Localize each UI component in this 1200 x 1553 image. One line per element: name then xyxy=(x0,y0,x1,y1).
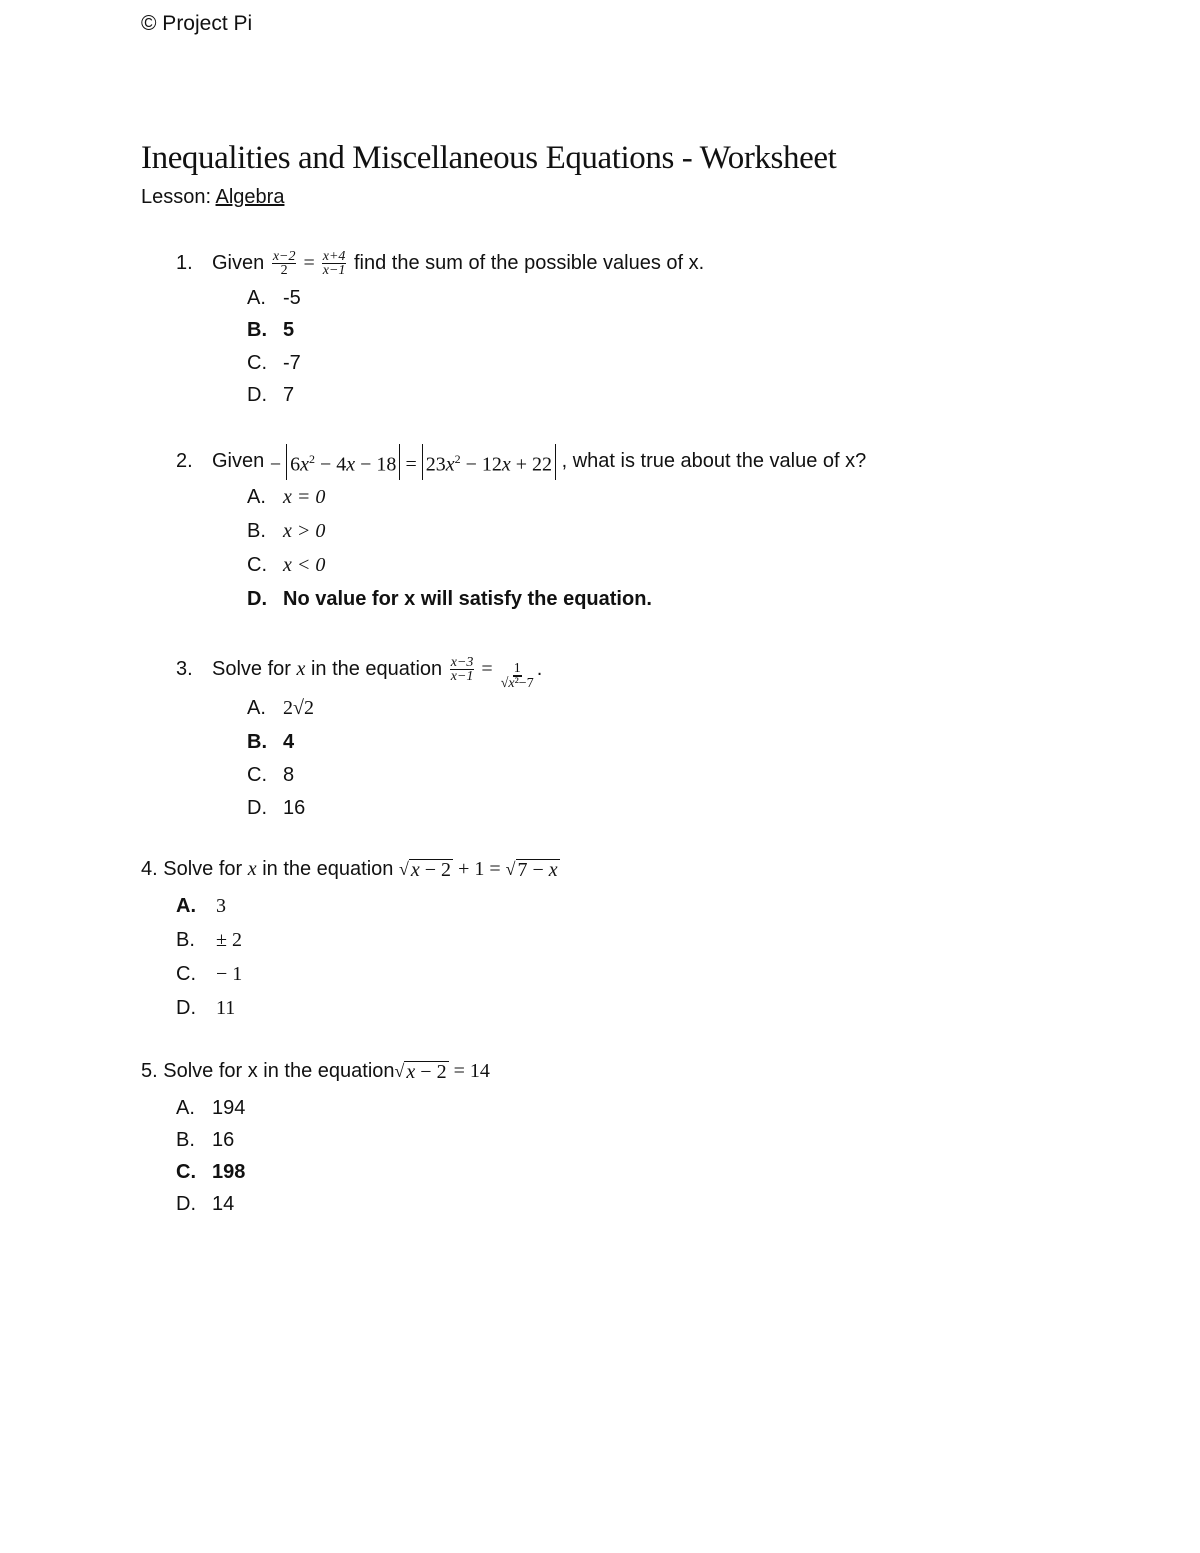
option-4c[interactable]: C. − 1 xyxy=(176,963,243,985)
question-number: 1. xyxy=(176,252,193,274)
question-prefix: Solve for xyxy=(163,858,243,880)
worksheet-title: Inequalities and Miscellaneous Equations - Worksheet xyxy=(141,140,837,176)
option-5b[interactable]: B. 16 xyxy=(176,1129,235,1151)
question-middle: in the equation xyxy=(310,657,443,680)
fraction: $\frac{x-2}{2}$ xyxy=(272,249,296,278)
question-number: 3. xyxy=(176,657,193,680)
fraction: $\frac{1}{\text{√x²−7}}$ xyxy=(500,661,534,691)
question-5 xyxy=(141,1060,490,1083)
option-2d[interactable]: D. No value for x will satisfy the equation. xyxy=(247,588,652,610)
question-2 xyxy=(176,444,866,480)
option-3b[interactable]: B. 4 xyxy=(247,731,295,753)
equation: √ x − 2 + 1 = √ 7 − x xyxy=(399,858,558,881)
option-4a[interactable]: A. 3 xyxy=(176,895,226,917)
question-middle: in the equation xyxy=(262,858,394,880)
fraction: $\frac{x+4}{x-1}$ xyxy=(322,249,346,278)
question-number: 4. xyxy=(141,858,158,880)
question-prefix: Given xyxy=(212,252,265,274)
fraction: $\frac{x-3}{x-1}$ xyxy=(450,654,474,684)
option-1a[interactable]: A. -5 xyxy=(247,287,301,309)
option-3d[interactable]: D. 16 xyxy=(247,797,306,819)
option-2a[interactable]: A. x = 0 xyxy=(247,486,326,508)
option-2c[interactable]: C. x < 0 xyxy=(247,554,326,576)
question-prefix: Solve for x in the equation xyxy=(163,1060,395,1082)
copyright-text: © Project Pi xyxy=(141,12,253,35)
option-4b[interactable]: B. ± 2 xyxy=(176,929,242,951)
equation: − $6x^2 - 4x - 18 = 23x^2 - 12x + 22$ xyxy=(270,444,556,480)
option-1d[interactable]: D. 7 xyxy=(247,384,295,406)
question-number: 5. xyxy=(141,1060,158,1082)
question-4: 4. Solve for x in the equation √ x − 2 + 1 = √ 7 − x xyxy=(141,858,558,881)
lesson-label: Lesson: xyxy=(141,186,212,208)
question-1: 1. Given $\frac{x-2}{2}$ = $\frac{x+4}{x-1}$ find the sum of the possible values of x. xyxy=(176,249,705,278)
question-prefix: Solve for xyxy=(212,657,291,680)
option-3c[interactable]: C. 8 xyxy=(247,764,295,786)
lesson-line xyxy=(141,186,284,209)
option-4d[interactable]: D. 11 xyxy=(176,997,236,1019)
option-5c[interactable]: C. 198 xyxy=(176,1161,246,1183)
option-1c[interactable]: C. -7 xyxy=(247,352,301,374)
question-suffix: find the sum of the possible values of x. xyxy=(354,252,705,274)
option-1b[interactable]: B. 5 xyxy=(247,319,295,341)
equation: √ x − 2 = 14 xyxy=(394,1060,490,1083)
question-3: 3. Solve for x in the equation $\frac{x-3}{x-1}$ = $\frac{1}{\text{√x²−7}}$ . xyxy=(176,654,543,691)
question-suffix: , what is true about the value of x? xyxy=(561,450,867,473)
question-prefix: Given xyxy=(212,450,265,473)
lesson-link[interactable]: Algebra xyxy=(215,186,285,208)
option-5a[interactable]: A. 194 xyxy=(176,1097,246,1119)
option-2b[interactable]: B. x > 0 xyxy=(247,520,326,542)
option-5d[interactable]: D. 14 xyxy=(176,1193,235,1215)
option-3a[interactable]: A. 2√2 xyxy=(247,697,314,719)
question-number: 2. xyxy=(176,450,193,473)
